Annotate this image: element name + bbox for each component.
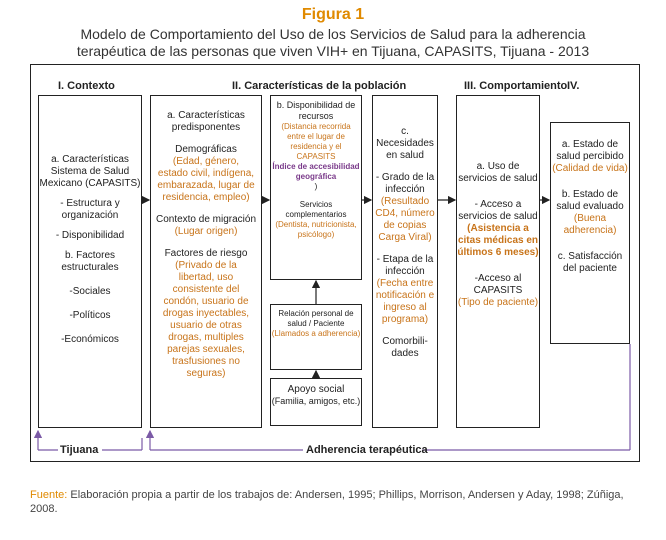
figure-title-line2: terapéutica de las personas que viven VIH+ en Tijuana, CAPASITS, Tijuana - 2013 <box>76 43 590 59</box>
estado-percibido-heading: a. Estado de salud percibido <box>556 139 624 162</box>
relacion-values: (Llamados a adherencia) <box>271 329 361 338</box>
grado-heading: - Grado de la infección <box>375 172 435 195</box>
acceso-capasits-heading: -Acceso al CAPASITS <box>473 273 523 296</box>
disponibilidad-distancia: (Distancia recorrida entre el lugar de residencia y el CAPASITS <box>281 122 351 161</box>
estado-percibido-values: (Calidad de vida) <box>552 163 628 174</box>
acceso-values: (Asistencia a citas médicas en últimos 6 meses) <box>457 223 539 258</box>
uso-title: a. Uso de servicios de salud <box>458 161 538 184</box>
riesgo-values: (Privado de la libertad, uso consistente del condón, usuario de drogas inyectables, usuario de otras drogas, multiples parejas sexuales, trasfusiones no seguras) <box>162 260 250 379</box>
contexto-economicos: -Económicos <box>61 334 119 345</box>
figure-number: Figura 1 <box>301 6 365 23</box>
estado-evaluado-heading: b. Estado de salud evaluado <box>556 189 624 212</box>
label-tijuana: Tijuana <box>60 444 99 456</box>
label-adherencia: Adherencia terapéutica <box>306 444 428 456</box>
migracion-values: (Lugar origen) <box>174 226 238 237</box>
figure-title-line1: Modelo de Comportamiento del Uso de los Servicios de Salud para la adherencia <box>80 26 586 42</box>
section-poblacion: II. Características de la población <box>232 80 407 92</box>
contexto-a: a. Características Sistema de Salud Mexicano (CAPASITS) <box>39 154 141 189</box>
section-comportamiento: III. Comportamiento <box>464 80 568 92</box>
demograficas-heading: Demográficas <box>175 144 237 155</box>
contexto-estructura: - Estructura y organización <box>60 198 120 221</box>
estado-evaluado-values: (Buena adherencia) <box>563 213 617 236</box>
disponibilidad-indice: Índice de accesibilidad geográfica <box>272 162 360 181</box>
etapa-heading: - Etapa de la infección <box>376 254 434 277</box>
comorbilidades: Comorbili-dades <box>382 336 428 359</box>
source-label: Fuente: <box>30 489 68 501</box>
acceso-capasits-values: (Tipo de paciente) <box>457 297 539 308</box>
migracion-heading: Contexto de migración <box>155 214 257 225</box>
predisponentes-title: a. Características predisponentes <box>167 110 245 133</box>
relacion-heading: Relación personal de salud / Paciente <box>278 309 354 328</box>
acceso-heading: - Acceso a servicios de salud <box>458 199 538 222</box>
source-text: Elaboración propia a partir de los trabajos de: Andersen, 1995; Phillips, Morrison, Andersen y Aday, 1998; Zúñiga, 2008. <box>30 489 624 515</box>
section-contexto: I. Contexto <box>58 80 115 92</box>
servicios-values: (Dentista, nutricionista, psicólogo) <box>275 220 357 239</box>
disponibilidad-title: b. Disponibilidad de recursos <box>276 100 356 121</box>
riesgo-heading: Factores de riesgo <box>164 248 248 259</box>
necesidades-title: c. Necesidades en salud <box>376 126 434 161</box>
source-note <box>30 488 642 516</box>
satisfaccion: c. Satisfacción del paciente <box>557 251 623 274</box>
demograficas-values: (Edad, género, estado civil, indígena, embarazada, lugar de residencia, empleo) <box>157 156 255 203</box>
apoyo-heading: Apoyo social <box>287 384 345 395</box>
contexto-b: b. Factores estructurales <box>61 250 119 273</box>
disponibilidad-close: ) <box>314 182 318 191</box>
contexto-sociales: -Sociales <box>69 286 111 297</box>
contexto-disponibilidad: - Disponibilidad <box>55 230 125 241</box>
contexto-politicos: -Políticos <box>69 310 111 321</box>
etapa-values: (Fecha entre notificación e ingreso al programa) <box>375 278 435 325</box>
grado-values: (Resultado CD4, número de copias Carga Viral) <box>375 196 435 243</box>
apoyo-values: (Familia, amigos, etc.) <box>271 396 361 406</box>
servicios-heading: Servicios complementarios <box>285 200 347 219</box>
section-resultados: IV. <box>567 80 580 92</box>
